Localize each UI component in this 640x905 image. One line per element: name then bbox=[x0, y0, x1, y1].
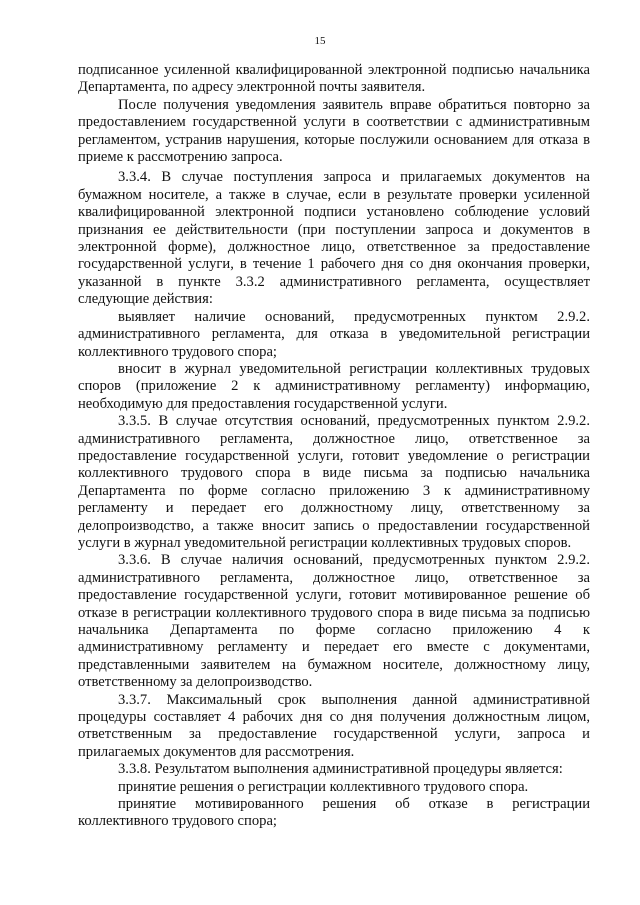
paragraph-action-1: выявляет наличие оснований, предусмотренных пунктом 2.9.2. административного регламента, для отказа в уведомительной регистрации коллективного трудового спора; bbox=[78, 308, 590, 360]
paragraph-result-2: принятие мотивированного решения об отказе в регистрации коллективного трудового спора; bbox=[78, 796, 590, 830]
paragraph-3-3-8: 3.3.8. Результатом выполнения административной процедуры является: bbox=[118, 761, 563, 778]
paragraph-action-2: вносит в журнал уведомительной регистрации коллективных трудовых споров (приложение 2 к административному регламенту) информацию, необходимую для предоставления государственной услуги. bbox=[78, 360, 590, 412]
paragraph-3-3-4: 3.3.4. В случае поступления запроса и прилагаемых документов на бумажном носителе, а также в случае, если в результате проверки усиленной квалифицированной электронной подписи установлено соблюдение условий признания ее действительности (при поступлении запроса и документов в электронной форме), должностное лицо, ответственное за предоставление государственной услуги, в течение 1 рабочего дня со дня окончания проверки, указанной в пункте 3.3.2 административного регламента, осуществляет следующие действия: bbox=[78, 169, 590, 308]
paragraph-3-3-6: 3.3.6. В случае наличия оснований, предусмотренных пунктом 2.9.2. административного регламента, должностное лицо, ответственное за предоставление государственной услуги, готовит мотивированное решение об отказе в регистрации коллективного трудового спора в виде письма за подписью начальника Департамента по форме согласно приложению 4 к административному регламенту и передает его вместе с документами, представленными заявителем на бумажном носителе, должностному лицу, ответственному за делопроизводство. bbox=[78, 552, 590, 691]
document-body bbox=[78, 62, 590, 831]
paragraph-result-1: принятие решения о регистрации коллективного трудового спора. bbox=[118, 778, 529, 795]
paragraph-2: После получения уведомления заявитель вправе обратиться повторно за предоставлением государственной услуги в соответствии с административным регламентом, устранив нарушения, которые послужили основанием для отказа в приеме к рассмотрению запроса. bbox=[78, 96, 590, 166]
page-number: 15 bbox=[314, 35, 326, 47]
paragraph-1: подписанное усиленной квалифицированной электронной подписью начальника Департамента, по адресу электронной почты заявителя. bbox=[78, 62, 590, 96]
paragraph-3-3-7: 3.3.7. Максимальный срок выполнения данной административной процедуры составляет 4 рабочих дня со дня получения должностным лицом, ответственным за предоставление государственной услуги, запроса и прилагаемых документов для рассмотрения. bbox=[78, 691, 590, 760]
paragraph-3-3-5: 3.3.5. В случае отсутствия оснований, предусмотренных пунктом 2.9.2. административного регламента, должностное лицо, ответственное за предоставление государственной услуги, готовит уведомление о регистрации коллективного трудового спора в виде письма за подписью начальника Департамента по форме согласно приложению 3 к административному регламенту и передает его должностному лицу, ответственному за делопроизводство, а также вносит запись о предоставлении государственной услуги в журнал уведомительной регистрации коллективных трудовых споров. bbox=[78, 413, 590, 551]
